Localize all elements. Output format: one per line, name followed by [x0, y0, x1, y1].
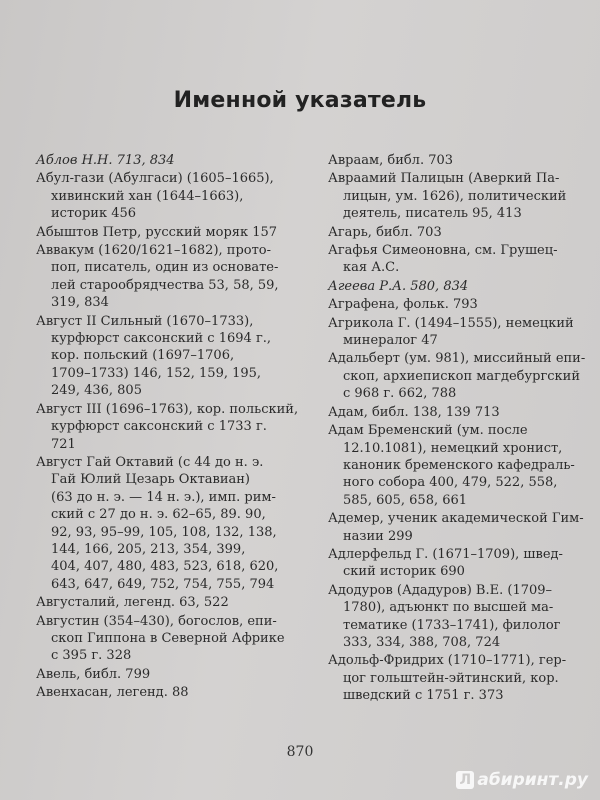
index-entry-line: Агрикола Г. (1494–1555), немецкий	[328, 315, 574, 331]
index-entry-line: 643, 647, 649, 752, 754, 755, 794	[51, 576, 275, 592]
index-entry	[328, 152, 583, 169]
index-entry	[36, 594, 306, 611]
index-entry-line: Августалий, легенд. 63, 522	[36, 595, 229, 611]
index-entry-line: лей старообрядчества 53, 58, 59,	[51, 277, 279, 293]
index-entry-line: Адодуров (Ададуров) В.Е. (1709–	[328, 582, 553, 598]
index-entry-line: Адемер, ученик академической Гим-	[328, 511, 584, 527]
index-entry	[36, 401, 306, 453]
index-entry-line: Августин (354–430), богослов, епи-	[36, 613, 277, 629]
index-entry	[328, 315, 583, 350]
index-entry-line: Агафья Симеоновна, см. Грушец-	[328, 243, 558, 259]
index-entry-line: 1709–1733) 146, 152, 159, 195,	[51, 365, 262, 381]
index-column-right	[328, 152, 586, 706]
page-title: Именной указатель	[173, 88, 427, 113]
index-entry-line: Адольф-Фридрих (1710–1771), гер-	[328, 653, 567, 669]
index-entry-line: (63 до н. э. — 14 н. э.), имп. рим-	[51, 489, 276, 505]
index-entry	[328, 242, 583, 277]
index-entry-line: 92, 93, 95–99, 105, 108, 132, 138,	[51, 524, 277, 540]
index-entry-line: хивинский хан (1644–1663),	[51, 188, 244, 204]
index-entry-line: Агеева Р.А. 580, 834	[328, 278, 469, 294]
index-entry	[328, 582, 583, 652]
index-entry-line: Август Гай Октавий (с 44 до н. э.	[36, 454, 264, 470]
index-entry	[328, 170, 583, 222]
index-entry	[36, 454, 306, 593]
index-entry-line: 404, 407, 480, 483, 523, 618, 620,	[51, 559, 279, 575]
index-entry-line: тематике (1733–1741), филолог	[343, 617, 561, 633]
index-entry-line: Агарь, библ. 703	[328, 224, 442, 240]
index-entry-line: 144, 166, 205, 213, 354, 399,	[51, 541, 246, 557]
index-entry-line: назии 299	[343, 528, 413, 544]
index-entry-line: Август III (1696–1763), кор. польский,	[36, 401, 299, 417]
index-entry-line: ский историк 690	[343, 564, 465, 580]
index-entry-line: Адальберт (ум. 981), миссийный епи-	[328, 351, 586, 367]
index-entry-line: поп, писатель, один из основате-	[51, 260, 279, 276]
index-entry-line: 333, 334, 388, 708, 724	[343, 634, 501, 650]
index-entry-line: с 968 г. 662, 788	[343, 386, 457, 402]
index-entry-line: 319, 834	[51, 295, 109, 311]
index-entry-line: 249, 436, 805	[51, 383, 142, 399]
index-entry	[36, 613, 306, 665]
page-number: 870	[286, 744, 314, 760]
index-entry-line: курфюрст саксонский с 1733 г.	[51, 419, 267, 435]
index-entry	[36, 313, 306, 400]
index-entry-line: с 395 г. 328	[51, 648, 132, 664]
index-entry-line: ский с 27 до н. э. 62–65, 89. 90,	[51, 507, 266, 523]
index-entry-line: Абыштов Петр, русский моряк 157	[36, 224, 278, 240]
index-entry-line: 1780), адъюнкт по высшей ма-	[343, 600, 554, 616]
index-entry-line: скоп Гиппона в Северной Африке	[51, 630, 285, 646]
index-entry	[36, 224, 306, 241]
index-entry-line: 721	[51, 436, 76, 452]
index-entry-line: шведский с 1751 г. 373	[343, 688, 504, 704]
index-entry-line: Аввакум (1620/1621–1682), прото-	[36, 243, 272, 259]
index-entry-line: Август II Сильный (1670–1733),	[36, 313, 254, 329]
index-entry-line: историк 456	[51, 206, 137, 222]
index-entry	[328, 422, 583, 509]
index-entry-line: деятель, писатель 95, 413	[343, 206, 522, 222]
index-entry-line: Авенхасан, легенд. 88	[36, 685, 189, 701]
index-entry-line: ного собора 400, 479, 522, 558,	[343, 475, 558, 491]
index-entry-line: курфюрст саксонский с 1694 г.,	[51, 331, 272, 347]
index-entry-line: Авраам, библ. 703	[328, 153, 454, 168]
index-entry	[328, 510, 583, 545]
watermark	[456, 770, 588, 790]
index-entry-line: каноник бременского кафедраль-	[343, 457, 575, 473]
index-entry-line: скоп, архиепископ магдебургский	[343, 368, 580, 384]
index-entry-line: Авраамий Палицын (Аверкий Па-	[328, 171, 560, 187]
index-entry	[328, 296, 583, 313]
index-entry-line: 12.10.1081), немецкий хронист,	[343, 440, 563, 456]
index-entry-line: лицын, ум. 1626), политический	[343, 188, 567, 204]
index-column-left	[36, 152, 306, 703]
index-entry	[328, 278, 583, 295]
index-entry-line: минералог 47	[343, 333, 438, 349]
index-entry	[328, 404, 583, 421]
index-entry-line: Адам, библ. 138, 139 713	[328, 404, 500, 420]
index-entry-line: Гай Юлий Цезарь Октавиан)	[51, 472, 250, 488]
book-icon: Л	[456, 771, 474, 789]
index-entry-line: Адлерфельд Г. (1671–1709), швед-	[328, 546, 563, 562]
index-entry	[328, 652, 583, 704]
index-entry-line: цог гольштейн-эйтинский, кор.	[343, 670, 559, 686]
index-entry	[36, 666, 306, 683]
watermark-text: абиринт.ру	[477, 770, 588, 790]
index-entry-line: Абул-гази (Абулгаси) (1605–1665),	[36, 171, 274, 187]
index-entry-line: Авель, библ. 799	[36, 666, 151, 682]
index-entry-line: кор. польский (1697–1706,	[51, 348, 235, 364]
index-entry	[36, 242, 306, 312]
index-entry-line: Аблов Н.Н. 713, 834	[36, 153, 175, 168]
index-entry-line: кая А.С.	[343, 260, 400, 276]
index-entry	[36, 170, 306, 222]
index-entry-line: Аграфена, фольк. 793	[328, 297, 478, 313]
index-entry	[328, 224, 583, 241]
index-entry-line: Адам Бременский (ум. после	[328, 423, 528, 439]
index-entry	[36, 152, 306, 169]
index-entry	[328, 350, 586, 402]
index-entry-line: 585, 605, 658, 661	[343, 492, 468, 508]
index-entry	[328, 546, 583, 581]
index-entry	[36, 684, 306, 701]
